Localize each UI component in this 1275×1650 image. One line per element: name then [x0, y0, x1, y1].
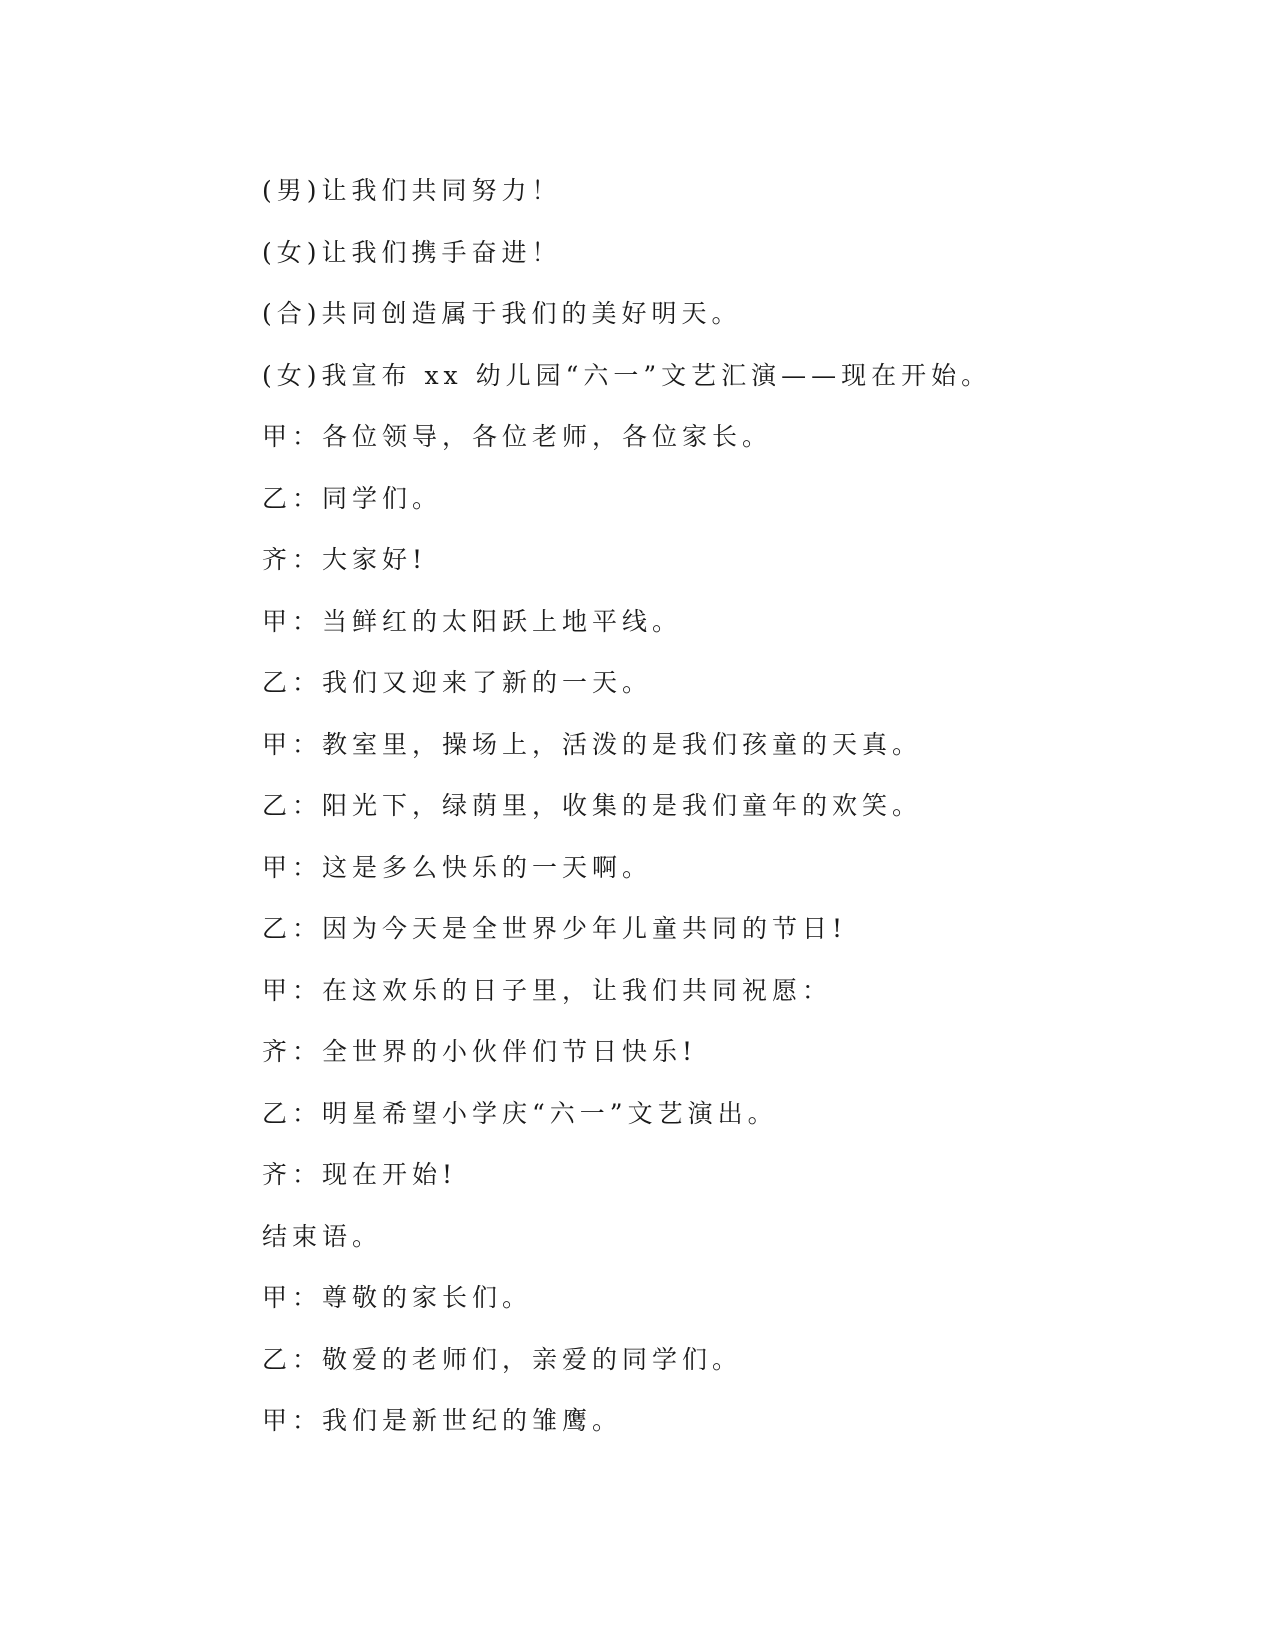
text-line: 乙：我们又迎来了新的一天。	[262, 668, 653, 697]
text-line: 甲：各位领导，各位老师，各位家长。	[262, 422, 773, 451]
text-line: 乙：明星希望小学庆“六一”文艺演出。	[262, 1098, 778, 1128]
text-line: (女)让我们携手奋进！	[262, 237, 562, 267]
text-line: (女)我宣布 xx 幼儿园“六一”文艺汇演——现在开始。	[262, 360, 992, 390]
text-line: (男)让我们共同努力！	[262, 176, 562, 205]
text-line: 齐：全世界的小伙伴们节日快乐!	[262, 1037, 698, 1066]
text-line: 齐：大家好!	[262, 545, 428, 574]
text-line: 甲：我们是新世纪的雏鹰。	[262, 1406, 623, 1435]
text-line: 乙：敬爱的老师们，亲爱的同学们。	[262, 1344, 743, 1374]
document-body	[262, 160, 1162, 1452]
text-line: 乙：阳光下，绿荫里，收集的是我们童年的欢笑。	[262, 791, 923, 820]
text-line: 甲：教室里，操场上，活泼的是我们孩童的天真。	[262, 729, 923, 759]
text-line: 齐：现在开始!	[262, 1160, 458, 1189]
text-line: 乙：同学们。	[262, 483, 443, 513]
text-line: 甲：尊敬的家长们。	[262, 1283, 533, 1312]
text-line: 甲：这是多么快乐的一天啊。	[262, 852, 653, 882]
text-line: 乙：因为今天是全世界少年儿童共同的节日!	[262, 914, 848, 943]
text-line: 甲：当鲜红的太阳跃上地平线。	[262, 606, 683, 636]
text-line: 甲：在这欢乐的日子里，让我们共同祝愿：	[262, 975, 833, 1005]
section-heading: 结束语。	[262, 1221, 383, 1251]
text-line: (合)共同创造属于我们的美好明天。	[262, 299, 742, 328]
